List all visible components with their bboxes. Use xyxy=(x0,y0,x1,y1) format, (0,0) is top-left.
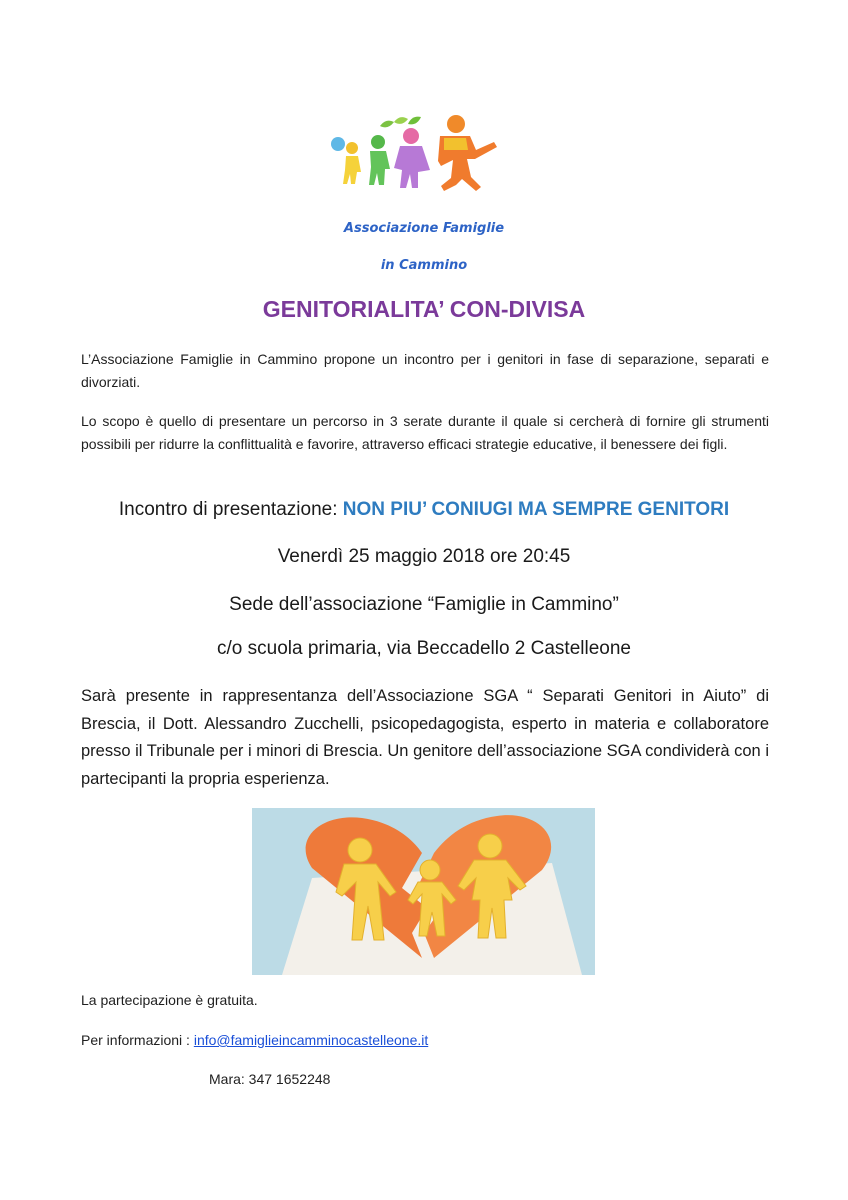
intro-paragraph-1: L’Associazione Famiglie in Cammino propone un incontro per i genitori in fase di separazione, separati e divorziati. xyxy=(81,351,769,390)
event-date: Venerdì 25 maggio 2018 ore 20:45 xyxy=(277,546,571,567)
speaker-paragraph: Sarà presente in rappresentanza dell’Associazione SGA “ Separati Genitori in Aiuto” di Brescia, il Dott. Alessandro Zucchelli, psicopedagogista, esperto in materia e collaboratore presso il Tribunale per i minori di Brescia. Un genitore dell’associazione SGA condividerà con i partecipanti la propria esperienza. xyxy=(81,687,769,788)
event-highlight: NON PIU’ CONIUGI MA SEMPRE GENITORI xyxy=(342,499,730,520)
family-heart-photo xyxy=(252,808,595,975)
broken-heart-family-icon xyxy=(252,808,595,975)
info-label: Per informazioni : xyxy=(81,1032,194,1048)
association-logo xyxy=(328,108,508,196)
info-line xyxy=(81,1032,428,1048)
event-venue: Sede dell’associazione “Famiglie in Cammino” xyxy=(229,594,619,615)
event-label: Incontro di presentazione: xyxy=(118,499,338,520)
association-name-line1: Associazione Famiglie xyxy=(343,221,505,236)
free-participation-note: La partecipazione è gratuita. xyxy=(81,992,258,1008)
association-name-line2: in Cammino xyxy=(380,258,468,273)
event-heading xyxy=(0,499,848,521)
running-children-logo-icon xyxy=(328,108,508,196)
info-email-link[interactable]: info@famiglieincamminocastelleone.it xyxy=(193,1032,429,1048)
contact-phone: Mara: 347 1652248 xyxy=(209,1071,331,1087)
event-address: c/o scuola primaria, via Beccadello 2 Castelleone xyxy=(217,638,631,659)
page-title: GENITORIALITA’ CON-DIVISA xyxy=(262,296,586,322)
intro-paragraph-2: Lo scopo è quello di presentare un percorso in 3 serate durante il quale si cercherà di fornire gli strumenti possibili per ridurre la conflittualità e favorire, attraverso efficaci strategie educative, il benessere dei figli. xyxy=(81,413,769,452)
